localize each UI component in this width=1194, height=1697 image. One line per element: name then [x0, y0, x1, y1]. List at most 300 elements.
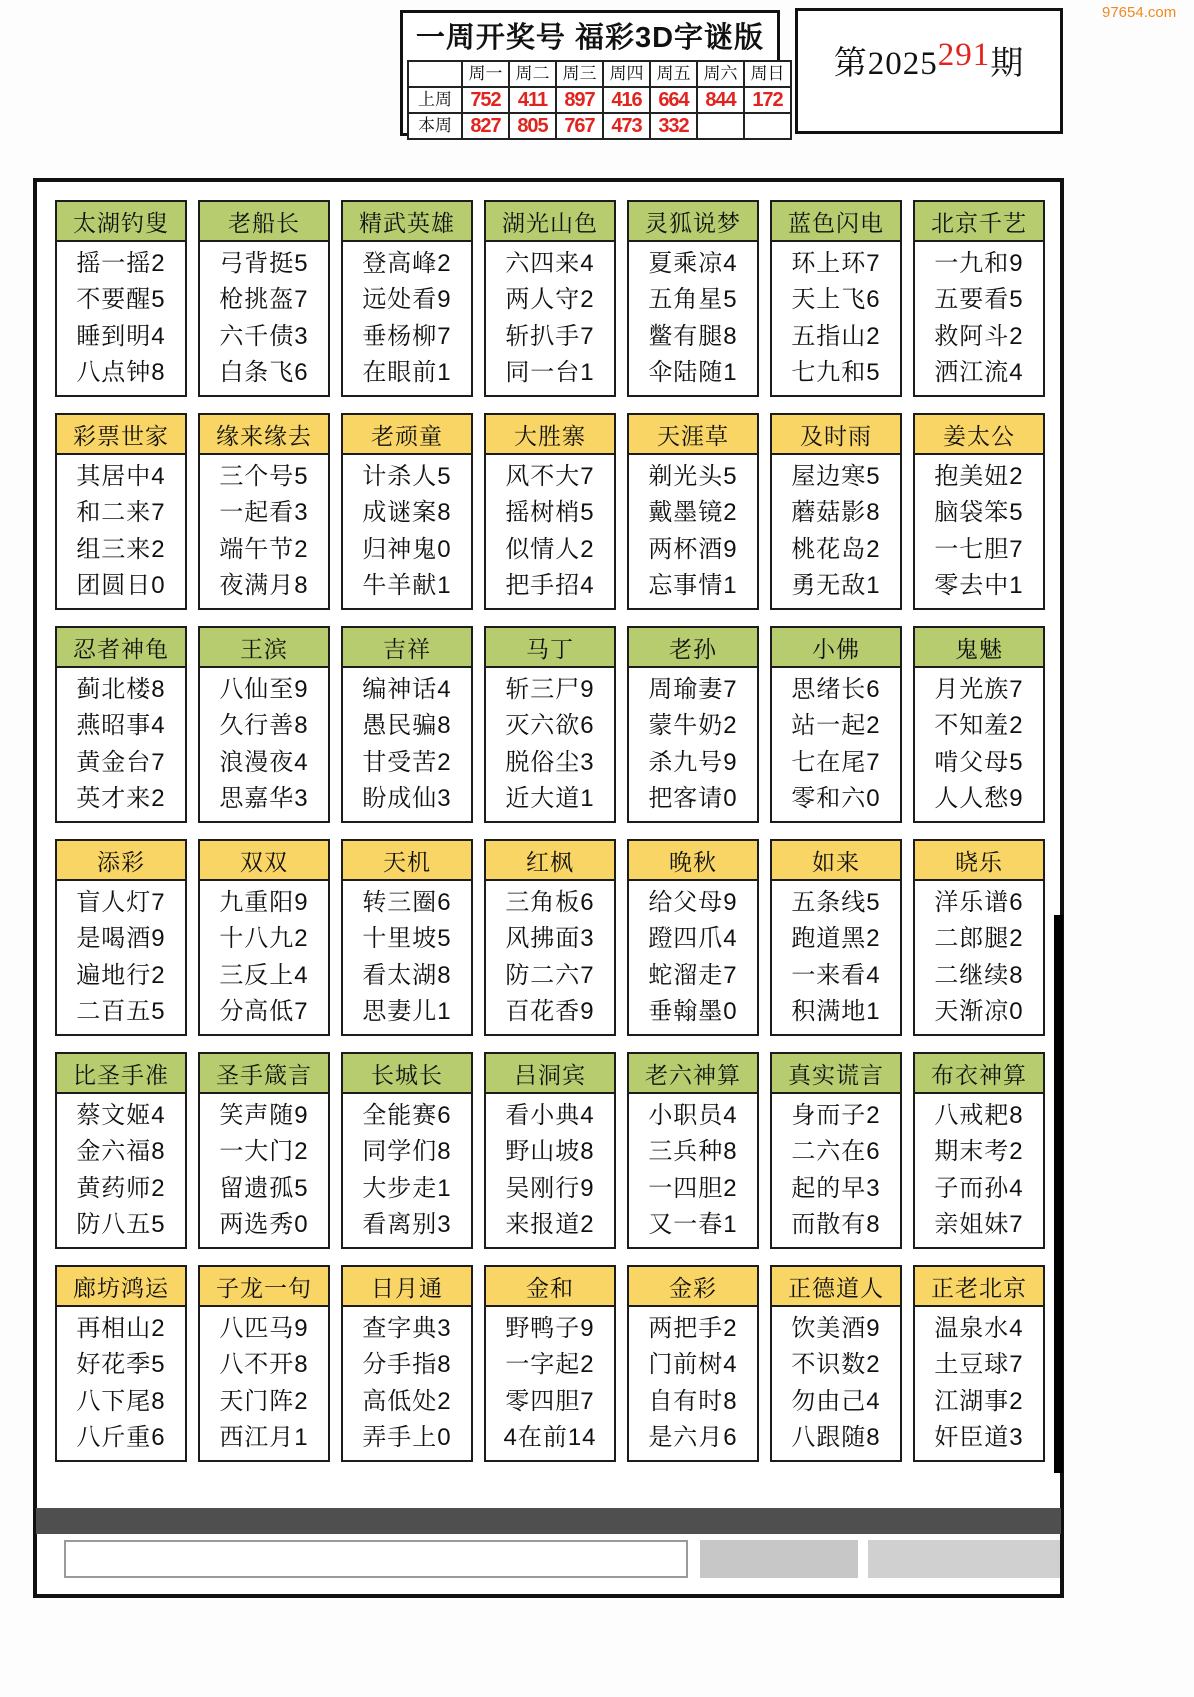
card-title: 及时雨: [772, 415, 900, 455]
card-title: 王滨: [200, 628, 328, 668]
card-title: 真实谎言: [772, 1054, 900, 1094]
riddle-line: 给父母9: [648, 888, 738, 916]
card-body: [629, 242, 757, 395]
card-body: [343, 1307, 471, 1460]
riddle-line: 夏乘凉4: [648, 249, 738, 277]
riddle-line: 二百五5: [76, 998, 166, 1026]
riddle-line: 两选秀0: [219, 1211, 309, 1239]
riddle-line: 同学们8: [362, 1138, 452, 1166]
card-title: 天机: [343, 841, 471, 881]
riddle-line: 留遗孤5: [219, 1174, 309, 1202]
riddle-line: 三反上4: [219, 961, 309, 989]
card-title: 姜太公: [915, 415, 1043, 455]
riddle-line: 蔡文姬4: [76, 1101, 166, 1129]
card-title: 布衣神算: [915, 1054, 1043, 1094]
riddle-card: [198, 200, 330, 397]
card-body: [200, 455, 328, 608]
riddle-card: [627, 200, 759, 397]
day-header: 周五: [651, 62, 696, 86]
riddle-line: 五条线5: [791, 888, 881, 916]
draw-number: [745, 114, 790, 138]
riddle-line: 二继续8: [934, 961, 1024, 989]
riddle-line: 愚民骗8: [362, 712, 452, 740]
riddle-line: 睡到明4: [76, 322, 166, 350]
riddle-line: 脱俗尘3: [505, 748, 595, 776]
riddle-line: 七在尾7: [791, 748, 881, 776]
riddle-line: 二六在6: [791, 1138, 881, 1166]
card-body: [486, 1094, 614, 1247]
riddle-line: 三角板6: [505, 888, 595, 916]
riddle-line: 牛羊献1: [362, 572, 452, 600]
draw-number: 827: [463, 114, 508, 138]
riddle-line: 小职员4: [648, 1101, 738, 1129]
draw-number: 897: [557, 88, 602, 112]
riddle-line: 好花季5: [76, 1351, 166, 1379]
riddle-line: 西江月1: [219, 1424, 309, 1452]
issue-highlight: 291: [937, 37, 991, 73]
riddle-line: 六千债3: [219, 322, 309, 350]
draw-number: 411: [510, 88, 555, 112]
riddle-line: 百花香9: [505, 998, 595, 1026]
card-body: [200, 242, 328, 395]
riddle-line: 五指山2: [791, 322, 881, 350]
riddle-line: 桃花岛2: [791, 535, 881, 563]
card-title: 金和: [486, 1267, 614, 1307]
riddle-card: [770, 626, 902, 823]
day-header: 周六: [698, 62, 743, 86]
card-body: [57, 1094, 185, 1247]
riddle-line: 归神鬼0: [362, 535, 452, 563]
card-title: 日月通: [343, 1267, 471, 1307]
riddle-line: 黄药师2: [76, 1174, 166, 1202]
card-title: 如来: [772, 841, 900, 881]
riddle-card: [627, 626, 759, 823]
riddle-line: 八戒耙8: [934, 1101, 1024, 1129]
riddle-card: [55, 839, 187, 1036]
riddle-card: [198, 1052, 330, 1249]
footer-dark-strip: [36, 1508, 1061, 1534]
riddle-line: 思绪长6: [791, 675, 881, 703]
card-body: [343, 455, 471, 608]
riddle-line: 八不开8: [219, 1351, 309, 1379]
riddle-card: [484, 200, 616, 397]
card-title: 蓝色闪电: [772, 202, 900, 242]
card-title: 比圣手准: [57, 1054, 185, 1094]
card-body: [486, 242, 614, 395]
card-body: [57, 242, 185, 395]
footer-redacted-block-2: [868, 1540, 1060, 1578]
riddle-card: [913, 1052, 1045, 1249]
riddle-line: 防二六7: [505, 961, 595, 989]
riddle-line: 不要醒5: [76, 286, 166, 314]
riddle-line: 白条飞6: [219, 359, 309, 387]
riddle-line: 积满地1: [791, 998, 881, 1026]
card-body: [915, 1307, 1043, 1460]
card-title: 北京千艺: [915, 202, 1043, 242]
riddle-line: 月光族7: [934, 675, 1024, 703]
riddle-line: 温泉水4: [934, 1314, 1024, 1342]
riddle-line: 团圆日0: [76, 572, 166, 600]
card-body: [57, 881, 185, 1034]
riddle-line: 摇一摇2: [76, 249, 166, 277]
card-title: 太湖钓叟: [57, 202, 185, 242]
riddle-line: 成谜案8: [362, 499, 452, 527]
riddle-line: 又一春1: [648, 1211, 738, 1239]
riddle-line: 零去中1: [934, 572, 1024, 600]
riddle-line: 来报道2: [505, 1211, 595, 1239]
riddle-line: 斩扒手7: [505, 322, 595, 350]
riddle-line: 久行善8: [219, 712, 309, 740]
day-header: 周日: [745, 62, 790, 86]
riddle-line: 不识数2: [791, 1351, 881, 1379]
riddle-line: 期末考2: [934, 1138, 1024, 1166]
riddle-card: [913, 839, 1045, 1036]
card-title: 大胜寨: [486, 415, 614, 455]
card-title: 红枫: [486, 841, 614, 881]
riddle-line: 笑声随9: [219, 1101, 309, 1129]
riddle-line: 两把手2: [648, 1314, 738, 1342]
riddle-line: 同一台1: [505, 359, 595, 387]
riddle-card: [770, 200, 902, 397]
riddle-card: [484, 626, 616, 823]
card-body: [486, 881, 614, 1034]
riddle-line: 土豆球7: [934, 1351, 1024, 1379]
card-body: [486, 1307, 614, 1460]
riddle-line: 枪挑盔7: [219, 286, 309, 314]
riddle-line: 天上飞6: [791, 286, 881, 314]
riddle-line: 是六月6: [648, 1424, 738, 1452]
riddle-line: 野鸭子9: [505, 1314, 595, 1342]
card-body: [629, 881, 757, 1034]
riddle-line: 站一起2: [791, 712, 881, 740]
card-title: 正老北京: [915, 1267, 1043, 1307]
draw-number: 844: [698, 88, 743, 112]
week-table-grid: [407, 60, 792, 140]
draw-number: 805: [510, 114, 555, 138]
riddle-line: 救阿斗2: [934, 322, 1024, 350]
week-table-title: 一周开奖号 福彩3D字谜版: [415, 21, 765, 54]
riddle-card: [913, 626, 1045, 823]
riddle-line: 垂翰墨0: [648, 998, 738, 1026]
card-body: [629, 668, 757, 821]
riddle-card: [627, 839, 759, 1036]
riddle-line: 戴墨镜2: [648, 499, 738, 527]
riddle-card: [55, 626, 187, 823]
draw-number: 664: [651, 88, 696, 112]
riddle-line: 全能赛6: [362, 1101, 452, 1129]
riddle-line: 五要看5: [934, 286, 1024, 314]
riddle-line: 子而孙4: [934, 1174, 1024, 1202]
card-title: 吕洞宾: [486, 1054, 614, 1094]
card-title: 晚秋: [629, 841, 757, 881]
riddle-line: 八斤重6: [76, 1424, 166, 1452]
riddle-card: [341, 839, 473, 1036]
riddle-line: 思嘉华3: [219, 785, 309, 813]
card-body: [343, 668, 471, 821]
card-body: [629, 1307, 757, 1460]
card-body: [200, 1094, 328, 1247]
riddle-card: [341, 413, 473, 610]
riddle-line: 垂杨柳7: [362, 322, 452, 350]
card-title: 忍者神龟: [57, 628, 185, 668]
riddle-line: 不知羞2: [934, 712, 1024, 740]
riddle-line: 高低处2: [362, 1387, 452, 1415]
footer-redacted-box: [64, 1540, 688, 1578]
riddle-line: 八点钟8: [76, 359, 166, 387]
riddle-line: 盼成仙3: [362, 785, 452, 813]
card-body: [629, 1094, 757, 1247]
card-title: 长城长: [343, 1054, 471, 1094]
riddle-card: [198, 839, 330, 1036]
riddle-line: 吴刚行9: [505, 1174, 595, 1202]
riddle-line: 蘑菇影8: [791, 499, 881, 527]
riddle-line: 二郎腿2: [934, 925, 1024, 953]
riddle-line: 零和六0: [791, 785, 881, 813]
footer-redacted-block-1: [700, 1540, 858, 1578]
riddle-line: 伞陆随1: [648, 359, 738, 387]
riddle-line: 一四胆2: [648, 1174, 738, 1202]
riddle-card: [55, 1052, 187, 1249]
riddle-line: 十八九2: [219, 925, 309, 953]
riddle-line: 摇树梢5: [505, 499, 595, 527]
riddle-line: 人人愁9: [934, 785, 1024, 813]
week-draw-table: [400, 10, 785, 137]
riddle-card: [627, 413, 759, 610]
day-header-empty: [409, 62, 461, 86]
riddle-line: 组三来2: [76, 535, 166, 563]
riddle-line: 杀九号9: [648, 748, 738, 776]
riddle-line: 一大门2: [219, 1138, 309, 1166]
riddle-card: [341, 1265, 473, 1462]
riddle-line: 自有时8: [648, 1387, 738, 1415]
card-body: [343, 242, 471, 395]
card-body: [915, 242, 1043, 395]
card-title: 老船长: [200, 202, 328, 242]
riddle-card: [198, 1265, 330, 1462]
riddle-cards-grid: [55, 200, 1045, 1462]
card-body: [200, 881, 328, 1034]
riddle-line: 两人守2: [505, 286, 595, 314]
riddle-line: 脑袋笨5: [934, 499, 1024, 527]
riddle-line: 剃光头5: [648, 462, 738, 490]
riddle-line: 身而子2: [791, 1101, 881, 1129]
riddle-line: 八跟随8: [791, 1424, 881, 1452]
riddle-line: 门前树4: [648, 1351, 738, 1379]
riddle-line: 再相山2: [76, 1314, 166, 1342]
card-body: [915, 455, 1043, 608]
riddle-line: 奸臣道3: [934, 1424, 1024, 1452]
riddle-line: 远处看9: [362, 286, 452, 314]
card-body: [343, 1094, 471, 1247]
card-title: 双双: [200, 841, 328, 881]
riddle-line: 计杀人5: [362, 462, 452, 490]
riddle-line: 是喝酒9: [76, 925, 166, 953]
riddle-line: 看离别3: [362, 1211, 452, 1239]
riddle-line: 而散有8: [791, 1211, 881, 1239]
riddle-line: 风拂面3: [505, 925, 595, 953]
riddle-line: 大步走1: [362, 1174, 452, 1202]
riddle-line: 遍地行2: [76, 961, 166, 989]
riddle-line: 八下尾8: [76, 1387, 166, 1415]
card-body: [772, 455, 900, 608]
riddle-card: [55, 413, 187, 610]
riddle-line: 两杯酒9: [648, 535, 738, 563]
card-body: [200, 1307, 328, 1460]
card-title: 湖光山色: [486, 202, 614, 242]
site-watermark: 97654.com: [1102, 4, 1177, 21]
draw-number: 172: [745, 88, 790, 112]
day-header: 周三: [557, 62, 602, 86]
card-body: [915, 881, 1043, 1034]
card-body: [200, 668, 328, 821]
card-title: 鬼魅: [915, 628, 1043, 668]
riddle-line: 八仙至9: [219, 675, 309, 703]
riddle-line: 其居中4: [76, 462, 166, 490]
card-body: [915, 1094, 1043, 1247]
riddle-line: 分高低7: [219, 998, 309, 1026]
card-title: 精武英雄: [343, 202, 471, 242]
riddle-line: 三兵种8: [648, 1138, 738, 1166]
riddle-card: [627, 1265, 759, 1462]
card-title: 金彩: [629, 1267, 757, 1307]
riddle-card: [770, 1265, 902, 1462]
card-title: 晓乐: [915, 841, 1043, 881]
card-body: [57, 455, 185, 608]
riddle-line: 八匹马9: [219, 1314, 309, 1342]
card-body: [343, 881, 471, 1034]
riddle-line: 英才来2: [76, 785, 166, 813]
riddle-card: [913, 1265, 1045, 1462]
riddle-line: 三个号5: [219, 462, 309, 490]
riddle-card: [484, 839, 616, 1036]
card-body: [772, 1307, 900, 1460]
day-header: 周四: [604, 62, 649, 86]
riddle-line: 盲人灯7: [76, 888, 166, 916]
riddle-line: 查字典3: [362, 1314, 452, 1342]
riddle-card: [484, 1265, 616, 1462]
riddle-line: 似情人2: [505, 535, 595, 563]
riddle-line: 分手指8: [362, 1351, 452, 1379]
card-body: [57, 1307, 185, 1460]
card-body: [915, 668, 1043, 821]
riddle-line: 洒江流4: [934, 359, 1024, 387]
riddle-line: 斩三尸9: [505, 675, 595, 703]
riddle-line: 洋乐谱6: [934, 888, 1024, 916]
card-title: 马丁: [486, 628, 614, 668]
riddle-line: 野山坡8: [505, 1138, 595, 1166]
card-body: [57, 668, 185, 821]
card-title: 老顽童: [343, 415, 471, 455]
card-body: [486, 668, 614, 821]
draw-number: 767: [557, 114, 602, 138]
riddle-card: [484, 1052, 616, 1249]
card-title: 子龙一句: [200, 1267, 328, 1307]
draw-number: 416: [604, 88, 649, 112]
riddle-line: 和二来7: [76, 499, 166, 527]
day-header: 周二: [510, 62, 555, 86]
day-header: 周一: [463, 62, 508, 86]
riddle-line: 七九和5: [791, 359, 881, 387]
riddle-line: 甘受苦2: [362, 748, 452, 776]
riddle-line: 屋边寒5: [791, 462, 881, 490]
riddle-line: 一字起2: [505, 1351, 595, 1379]
riddle-card: [484, 413, 616, 610]
card-body: [772, 242, 900, 395]
card-body: [486, 455, 614, 608]
riddle-line: 把手招4: [505, 572, 595, 600]
riddle-line: 勿由己4: [791, 1387, 881, 1415]
riddle-line: 啃父母5: [934, 748, 1024, 776]
riddle-line: 登高峰2: [362, 249, 452, 277]
riddle-line: 蹬四爪4: [648, 925, 738, 953]
riddle-line: 忘事情1: [648, 572, 738, 600]
riddle-line: 五角星5: [648, 286, 738, 314]
card-title: 老六神算: [629, 1054, 757, 1094]
card-title: 缘来缘去: [200, 415, 328, 455]
riddle-line: 一起看3: [219, 499, 309, 527]
riddle-line: 近大道1: [505, 785, 595, 813]
riddle-line: 一七胆7: [934, 535, 1024, 563]
riddle-line: 零四胆7: [505, 1387, 595, 1415]
riddle-card: [341, 200, 473, 397]
riddle-line: 看小典4: [505, 1101, 595, 1129]
riddle-line: 环上环7: [791, 249, 881, 277]
draw-number: 752: [463, 88, 508, 112]
riddle-line: 金六福8: [76, 1138, 166, 1166]
card-body: [772, 1094, 900, 1247]
riddle-line: 跑道黑2: [791, 925, 881, 953]
riddle-line: 在眼前1: [362, 359, 452, 387]
riddle-line: 转三圈6: [362, 888, 452, 916]
week-row-label: 上周: [409, 88, 461, 112]
riddle-line: 鳖有腿8: [648, 322, 738, 350]
riddle-line: 灭六欲6: [505, 712, 595, 740]
riddle-line: 蛇溜走7: [648, 961, 738, 989]
riddle-card: [341, 626, 473, 823]
riddle-line: 蒙牛奶2: [648, 712, 738, 740]
riddle-line: 防八五5: [76, 1211, 166, 1239]
riddle-card: [627, 1052, 759, 1249]
riddle-line: 编神话4: [362, 675, 452, 703]
card-title: 添彩: [57, 841, 185, 881]
riddle-card: [770, 1052, 902, 1249]
card-title: 正德道人: [772, 1267, 900, 1307]
riddle-line: 4在前14: [503, 1424, 597, 1452]
riddle-line: 天渐凉0: [934, 998, 1024, 1026]
riddle-line: 一来看4: [791, 961, 881, 989]
riddle-line: 十里坡5: [362, 925, 452, 953]
riddle-card: [770, 839, 902, 1036]
riddle-card: [55, 200, 187, 397]
card-title: 天涯草: [629, 415, 757, 455]
riddle-line: 看太湖8: [362, 961, 452, 989]
card-title: 彩票世家: [57, 415, 185, 455]
card-title: 吉祥: [343, 628, 471, 668]
riddle-line: 周瑜妻7: [648, 675, 738, 703]
riddle-card: [913, 413, 1045, 610]
riddle-line: 浪漫夜4: [219, 748, 309, 776]
card-body: [772, 668, 900, 821]
draw-number: 473: [604, 114, 649, 138]
riddle-line: 弄手上0: [362, 1424, 452, 1452]
riddle-line: 风不大7: [505, 462, 595, 490]
riddle-line: 把客请0: [648, 785, 738, 813]
issue-prefix: 第2025: [833, 46, 938, 82]
week-row-label: 本周: [409, 114, 461, 138]
riddle-line: 江湖事2: [934, 1387, 1024, 1415]
card-body: [772, 881, 900, 1034]
riddle-line: 端午节2: [219, 535, 309, 563]
